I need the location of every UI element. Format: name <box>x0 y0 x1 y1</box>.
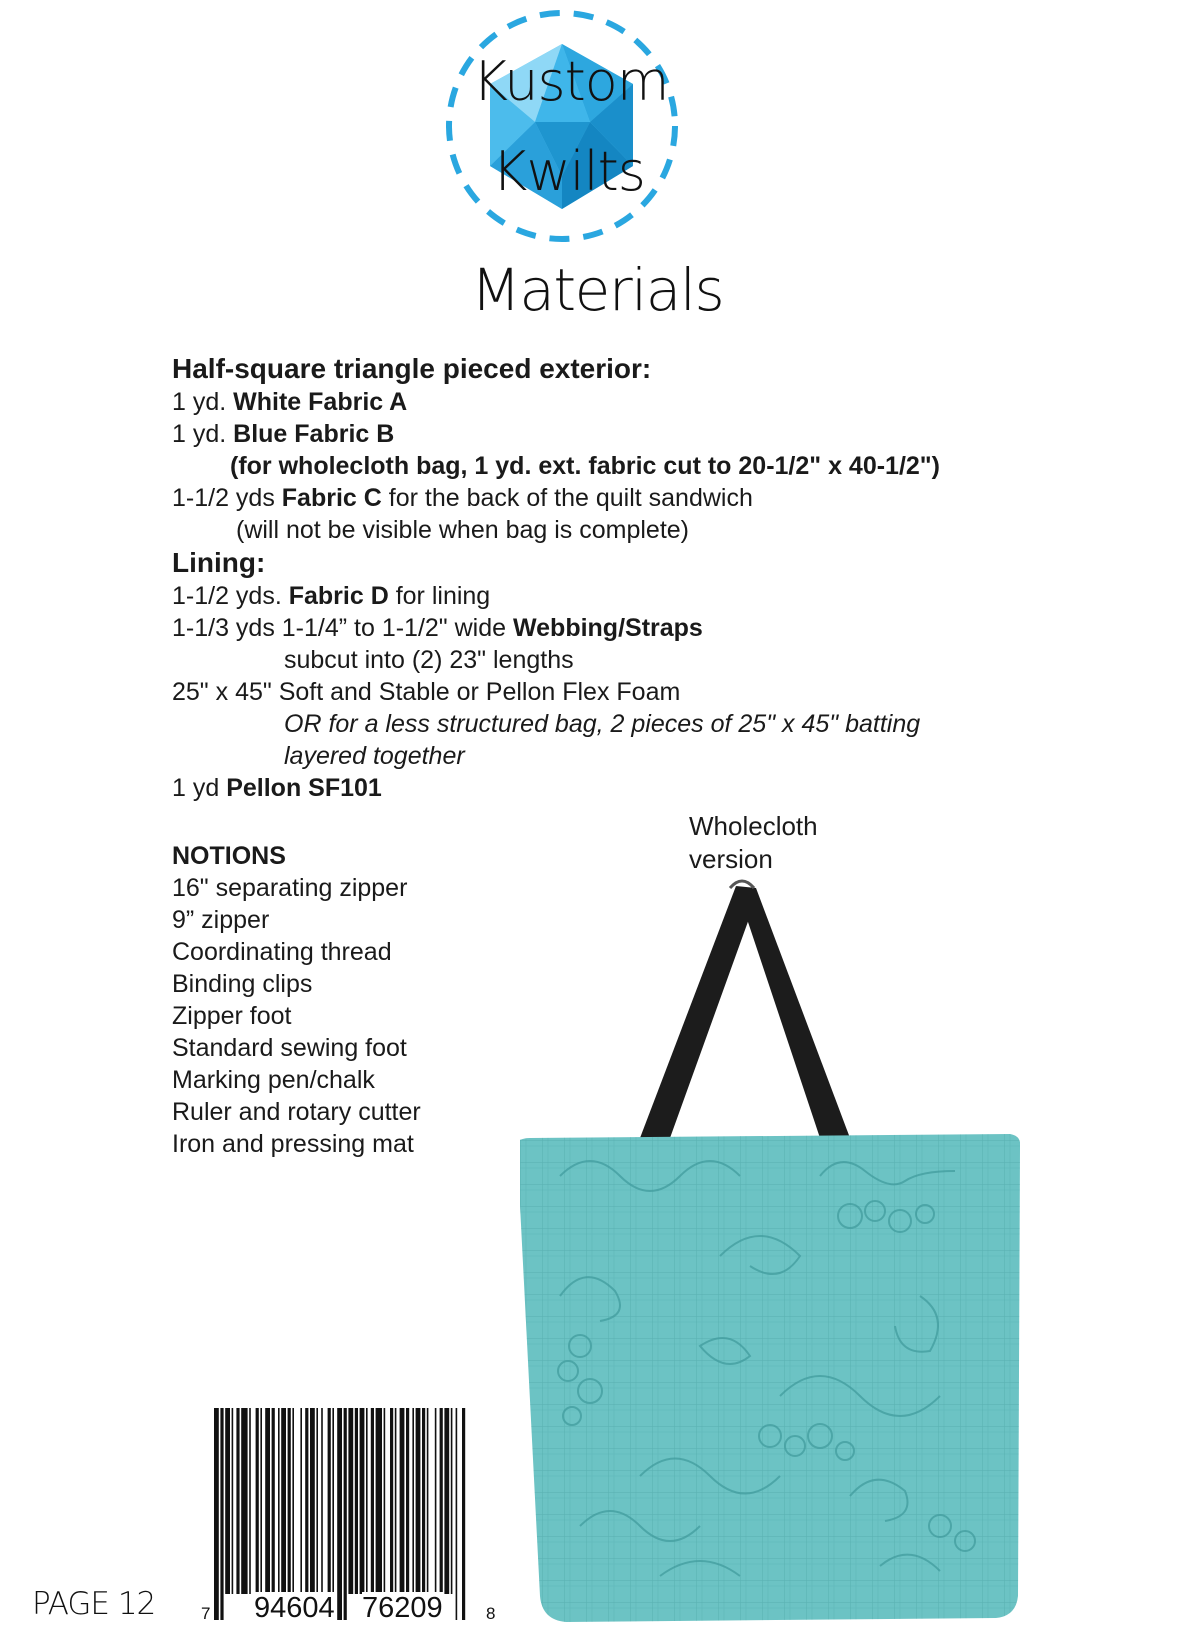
quilting-texture <box>520 1126 1020 1629</box>
lining-section-title: Lining: <box>172 547 266 578</box>
barcode-bar <box>371 1408 374 1594</box>
notion-item: 16" separating zipper <box>172 874 408 902</box>
barcode-bar <box>422 1408 425 1594</box>
foam-note-1: OR for a less structured bag, 2 pieces of 25" x 45" batting <box>284 710 921 738</box>
material-fabric-c: 1-1/2 yds Fabric C for the back of the quilt sandwich <box>172 484 753 512</box>
logo-word-kustom: Kustom <box>472 50 669 113</box>
barcode-bar <box>360 1408 365 1594</box>
barcode-bar <box>272 1408 275 1594</box>
barcode-bar <box>288 1408 291 1594</box>
material-blue-fabric: 1 yd. Blue Fabric B <box>172 420 395 448</box>
barcode-bar <box>406 1408 409 1594</box>
barcode-bar <box>265 1408 270 1594</box>
notion-item: Zipper foot <box>172 1002 292 1030</box>
fabric-c-note: (will not be visible when bag is complete) <box>236 516 689 544</box>
notion-item: Marking pen/chalk <box>172 1066 375 1094</box>
barcode-bar <box>332 1408 334 1594</box>
logo-graphic <box>440 4 685 249</box>
wholecloth-bag-photo <box>520 876 1020 1629</box>
barcode-bar <box>249 1408 251 1594</box>
barcode-digits-right: 76209 <box>362 1592 443 1624</box>
caption-line-1: Wholecloth <box>689 811 818 841</box>
barcode-bar <box>256 1408 259 1594</box>
webbing-note: subcut into (2) 23" lengths <box>284 646 574 674</box>
barcode-bar <box>310 1408 315 1594</box>
barcode-bar <box>328 1408 331 1594</box>
barcode-bar <box>390 1408 393 1594</box>
notion-item: Standard sewing foot <box>172 1034 407 1062</box>
material-webbing: 1-1/3 yds 1-1/4” to 1-1/2" wide Webbing/Straps <box>172 614 703 642</box>
barcode-bar <box>427 1408 429 1594</box>
upc-barcode <box>200 1408 500 1623</box>
caption-line-2: version <box>689 844 773 874</box>
barcode-bar <box>348 1408 353 1594</box>
notion-item: Iron and pressing mat <box>172 1130 414 1158</box>
page-heading: Materials <box>470 256 724 324</box>
barcode-bar <box>281 1408 286 1594</box>
page-number: PAGE 12 <box>32 1586 156 1622</box>
barcode-bar <box>241 1408 247 1594</box>
barcode-bar <box>292 1408 294 1594</box>
barcode-bar <box>220 1408 223 1620</box>
barcode-bar <box>278 1408 280 1594</box>
barcode-digit-first: 7 <box>201 1604 211 1623</box>
barcode-bar <box>440 1408 443 1594</box>
exterior-section-title: Half-square triangle pieced exterior: <box>172 353 652 384</box>
barcode-bar <box>316 1408 318 1594</box>
barcode-bar <box>236 1408 239 1594</box>
logo-word-kwilts: Kwilts <box>492 140 645 203</box>
barcode-bar <box>225 1408 230 1594</box>
barcode-bar <box>300 1408 302 1594</box>
notion-item: 9” zipper <box>172 906 270 934</box>
barcode-bar <box>366 1408 368 1594</box>
material-fabric-d: 1-1/2 yds. Fabric D for lining <box>172 582 491 610</box>
notions-list <box>172 840 421 1160</box>
notion-item: Binding clips <box>172 970 313 998</box>
barcode-bar <box>321 1408 323 1594</box>
material-pellon: 1 yd Pellon SF101 <box>172 774 382 802</box>
barcode-bar <box>451 1408 453 1594</box>
barcode-digits-left: 94604 <box>254 1592 335 1624</box>
foam-note-2: layered together <box>284 742 465 770</box>
barcode-bar <box>355 1408 358 1594</box>
notions-title: NOTIONS <box>172 842 286 870</box>
barcode-bar <box>416 1408 421 1594</box>
barcode-bar <box>376 1408 382 1594</box>
materials-list <box>172 352 1132 804</box>
barcode-bar <box>395 1408 397 1594</box>
kustom-kwilts-logo <box>440 4 685 249</box>
barcode-bar <box>435 1408 437 1594</box>
barcode-digit-last: 8 <box>486 1604 496 1623</box>
barcode-bar <box>444 1408 449 1594</box>
barcode-bar <box>260 1408 262 1594</box>
barcode-bar <box>305 1408 308 1594</box>
wholecloth-caption <box>689 810 818 876</box>
barcode-bar <box>232 1408 234 1594</box>
notion-item: Coordinating thread <box>172 938 392 966</box>
notion-item: Ruler and rotary cutter <box>172 1098 421 1126</box>
barcode-bar <box>412 1408 414 1594</box>
wholecloth-note: (for wholecloth bag, 1 yd. ext. fabric cut to 20-1/2" x 40-1/2") <box>230 452 940 480</box>
barcode-bar <box>456 1408 458 1620</box>
barcode-bar <box>400 1408 405 1594</box>
barcode-bar <box>337 1408 342 1620</box>
material-foam: 25" x 45" Soft and Stable or Pellon Flex Foam <box>172 678 681 706</box>
barcode-bar <box>214 1408 219 1620</box>
barcode-bar <box>344 1408 347 1620</box>
barcode-bar <box>462 1408 465 1620</box>
barcode-bar <box>384 1408 386 1594</box>
material-white-fabric: 1 yd. White Fabric A <box>172 388 408 416</box>
